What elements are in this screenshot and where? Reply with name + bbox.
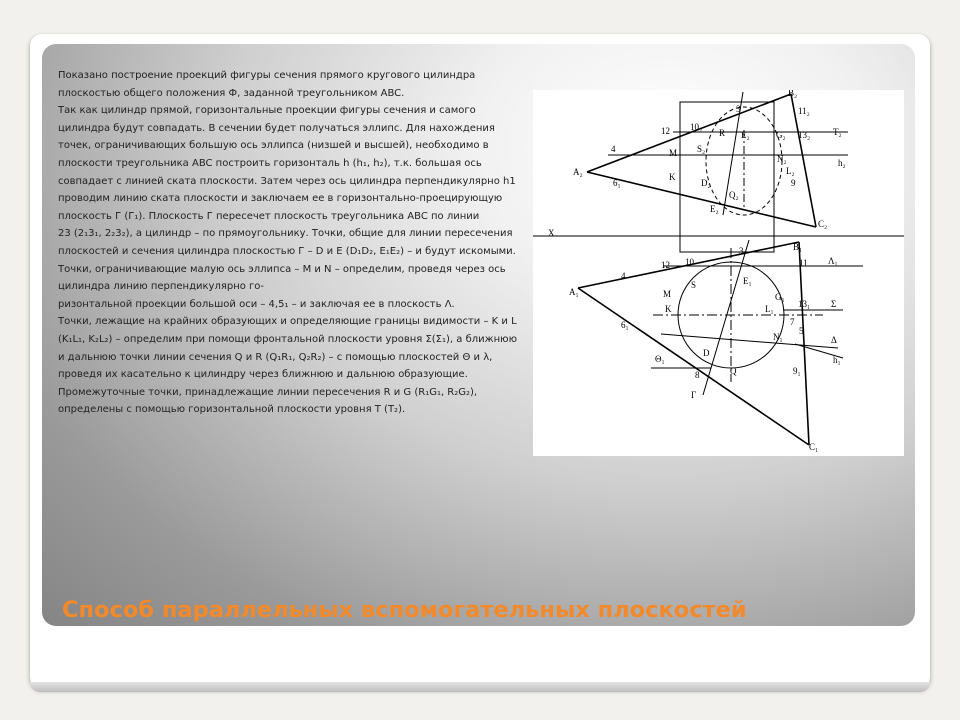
label: M bbox=[669, 148, 678, 158]
label: M bbox=[663, 289, 672, 299]
label: 13₂ bbox=[798, 130, 811, 140]
label: L₁ bbox=[765, 304, 774, 314]
label: 10 bbox=[685, 257, 694, 267]
label: 11 bbox=[799, 258, 808, 268]
label: h₂ bbox=[838, 158, 846, 168]
label: B₁ bbox=[793, 242, 803, 252]
label: 9 bbox=[791, 178, 796, 188]
label: E₁ bbox=[743, 276, 752, 286]
label: Σ bbox=[831, 299, 837, 309]
label: R bbox=[719, 128, 726, 138]
label: C₂ bbox=[818, 219, 828, 229]
gamma-line bbox=[703, 240, 749, 395]
label: K bbox=[665, 304, 672, 314]
label: G₁ bbox=[775, 292, 785, 302]
label: Q bbox=[730, 366, 737, 376]
paragraph: Так как цилиндр прямой, горизонтальные проекции фигуры сечения и самого цилиндра будут совпадать. В сечении будет получаться эллипс. Для нахождения точек, ограничивающих большую ось эллипса (низшей и высшей), необходимо в плоскости треугольника ABC построить горизонталь h (h₁, h₂), т.к. большая ось совпадает с линией ската плоскости. Затем через ось цилиндра перпендикулярно h1 проводим линию ската плоскости и заключаем ее в горизонтально-проецирующую плоскость Г (Г₁). Плоскость Г пересечет плоскость треугольника ABC по линии bbox=[58, 105, 516, 222]
label: Δ bbox=[831, 335, 837, 345]
paragraph: ризонтальной проекции большой оси – 4,5₁ – и заключая ее в плоскость Λ. bbox=[58, 298, 455, 310]
label: 5 bbox=[799, 326, 804, 336]
label: 3 bbox=[736, 104, 741, 114]
label: B₂ bbox=[788, 90, 798, 98]
label: C₁ bbox=[809, 442, 819, 452]
label: K bbox=[669, 172, 676, 182]
label: 11₂ bbox=[798, 106, 810, 116]
label: 12 bbox=[661, 260, 670, 270]
label: 13₁ bbox=[798, 299, 811, 309]
label: X bbox=[548, 228, 555, 238]
label: 9₁ bbox=[793, 366, 801, 376]
label: 12 bbox=[661, 126, 670, 136]
line-a2b2 bbox=[587, 94, 791, 172]
paragraph: 23 (2₁3₁, 2₂3₂), а цилиндр – по прямоугольнику. Точки, общие для линии пересечения плоскостей и сечения цилиндра плоскостью Г – D и E (D₁D₂, E₁E₂) – и будут искомыми. Точки, ограничивающие малую ось эллипса – M и N – определим, проведя через ось цилиндра линию перпендикулярно го- bbox=[58, 228, 516, 293]
label: h₁ bbox=[833, 355, 841, 365]
label: 4 bbox=[621, 271, 626, 281]
label: Λ₁ bbox=[828, 256, 838, 266]
label: T₂ bbox=[833, 127, 842, 137]
label: 6₁ bbox=[621, 320, 629, 330]
label: N₁ bbox=[773, 332, 783, 342]
label: S₂ bbox=[697, 144, 706, 154]
page-bottom-edge bbox=[30, 682, 930, 692]
construction-figure bbox=[533, 90, 904, 456]
body-text bbox=[58, 67, 520, 419]
slide-title: Способ параллельных вспомогательных плоскостей bbox=[62, 597, 747, 623]
paragraph: Показано построение проекций фигуры сечения прямого кругового цилиндра плоскостью общего положения Ф, заданной треугольником ABC. bbox=[58, 70, 476, 99]
paragraph: (K₁L₁, K₂L₂) – определим при помощи фронтальной плоскости уровня Σ(Σ₁), а ближнюю и дальнюю точки линии сечения Q и R (Q₁R₁, Q₂R₂) – с помощью плоскостей Θ и λ, проведя их касательно к цилиндру через ближнюю и дальнюю образующие. Промежуточные точки, принадлежащие линии пересечения R и G (R₁G₁, R₂G₂), определены с помощью горизонтальной плоскости уровня T (T₂). bbox=[58, 333, 518, 416]
label: 7 bbox=[790, 317, 795, 327]
label: L₂ bbox=[786, 166, 795, 176]
label: 8 bbox=[695, 370, 700, 380]
label: N₂ bbox=[777, 154, 787, 164]
label: A₁ bbox=[569, 287, 579, 297]
paragraph: Точки, лежащие на крайних образующих и определяющие границы видимости – K и L bbox=[58, 316, 517, 328]
label: E₂ bbox=[710, 204, 719, 214]
label: G₂ bbox=[776, 130, 786, 140]
label: 10₂ bbox=[690, 122, 703, 132]
line-b1c1 bbox=[799, 242, 809, 445]
figure-drawing bbox=[533, 90, 904, 456]
label: E₂ bbox=[741, 130, 750, 140]
label: D bbox=[703, 348, 710, 358]
label: 4 bbox=[611, 144, 616, 154]
label: D₂ bbox=[701, 178, 711, 188]
label: 3 bbox=[739, 246, 744, 256]
label: A₂ bbox=[573, 167, 583, 177]
label: S bbox=[691, 280, 697, 290]
label: Q₂ bbox=[729, 190, 739, 200]
label: 6₁ bbox=[613, 178, 621, 188]
label: Γ bbox=[691, 390, 697, 400]
line-a1c1 bbox=[578, 288, 809, 445]
label: Θ₁ bbox=[655, 354, 665, 364]
